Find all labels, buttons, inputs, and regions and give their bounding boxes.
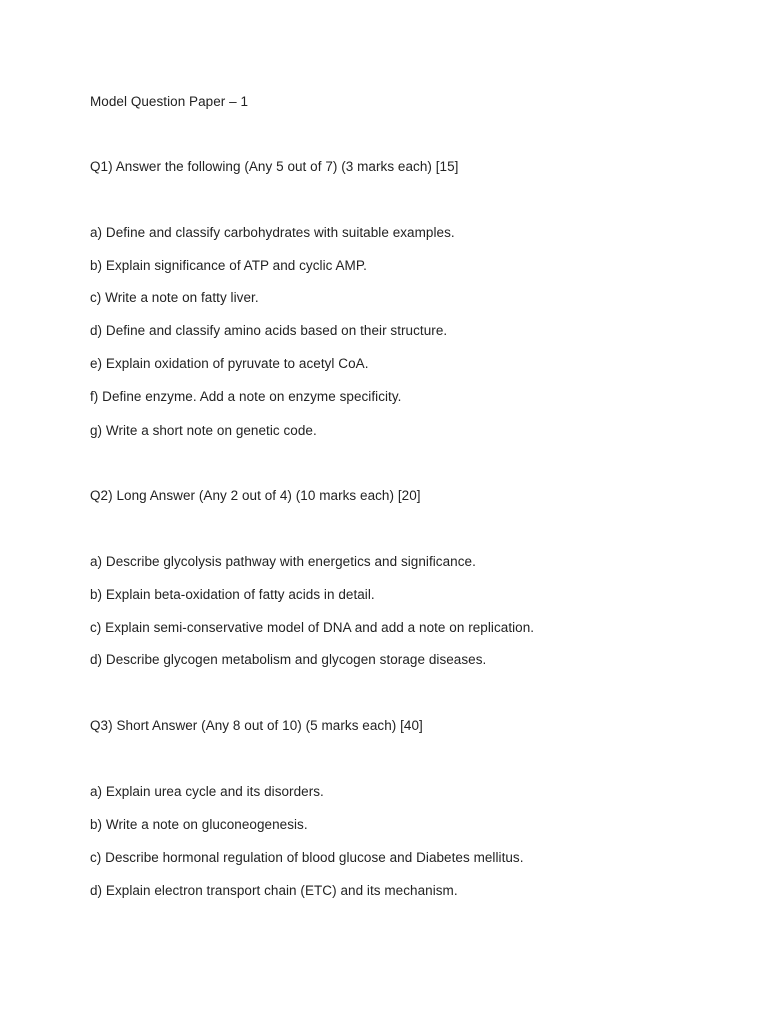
question-item: c) Write a note on fatty liver. [90,290,259,305]
question-item: b) Write a note on gluconeogenesis. [90,817,308,832]
question-item: d) Explain electron transport chain (ETC) and its mechanism. [90,883,458,898]
question-item: a) Explain urea cycle and its disorders. [90,784,324,799]
question-item: b) Explain beta-oxidation of fatty acids in detail. [90,587,375,602]
question-item: c) Describe hormonal regulation of blood glucose and Diabetes mellitus. [90,850,524,865]
section-heading-q1: Q1) Answer the following (Any 5 out of 7) (3 marks each) [15] [90,159,459,174]
page-title: Model Question Paper – 1 [90,94,249,109]
question-item: g) Write a short note on genetic code. [90,423,317,438]
question-item: b) Explain significance of ATP and cyclic AMP. [90,258,367,273]
question-item: c) Explain semi-conservative model of DNA and add a note on replication. [90,620,535,635]
section-heading-q3: Q3) Short Answer (Any 8 out of 10) (5 marks each) [40] [90,718,423,733]
question-item: f) Define enzyme. Add a note on enzyme specificity. [90,389,402,404]
question-item: d) Describe glycogen metabolism and glycogen storage diseases. [90,652,487,667]
section-heading-q2: Q2) Long Answer (Any 2 out of 4) (10 marks each) [20] [90,488,421,503]
question-item: a) Describe glycolysis pathway with energetics and significance. [90,554,476,569]
question-item: a) Define and classify carbohydrates with suitable examples. [90,225,455,240]
question-item: e) Explain oxidation of pyruvate to acetyl CoA. [90,356,369,371]
question-item: d) Define and classify amino acids based on their structure. [90,323,448,338]
